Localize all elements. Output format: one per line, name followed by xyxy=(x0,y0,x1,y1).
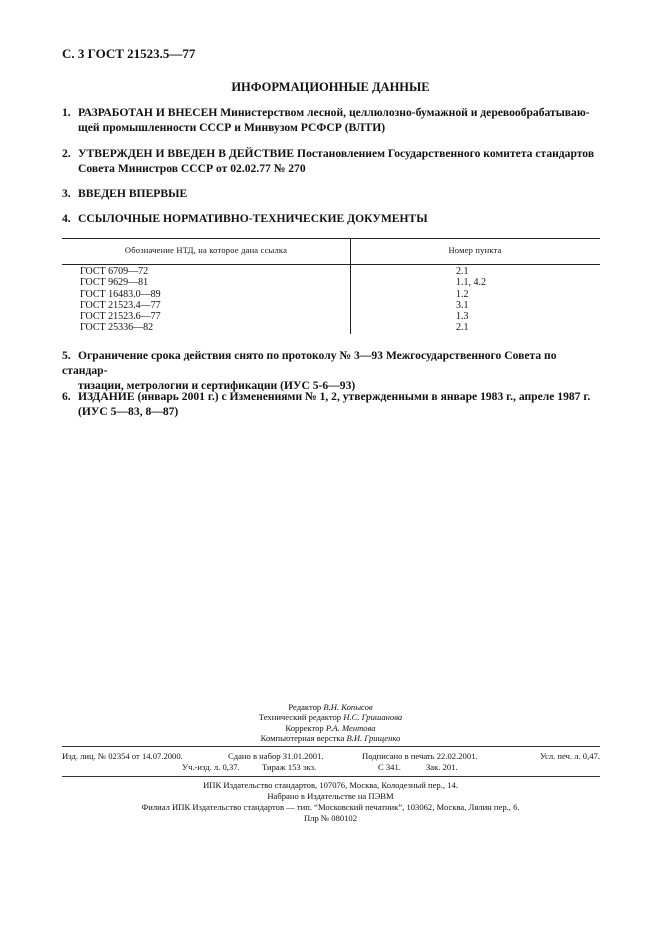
table-cell-clause: 2.1 xyxy=(456,266,469,277)
table-cell-doc: ГОСТ 9629—81 xyxy=(80,277,149,289)
references-table xyxy=(62,238,600,334)
table-cell-doc: ГОСТ 16483.0—89 xyxy=(80,288,161,300)
item-text-line2: (ИУС 5—83, 8—87) xyxy=(78,405,179,418)
table-header-document: Обозначение НТД, на которое дана ссылка xyxy=(124,245,288,255)
table-top-border xyxy=(62,238,600,239)
page-header: С. 3 ГОСТ 21523.5—77 xyxy=(62,46,196,61)
table-cell-doc: ГОСТ 21523.4—77 xyxy=(80,299,161,311)
license-text: Изд. лиц. № 02354 от 14.07.2000. xyxy=(62,751,183,761)
divider-line xyxy=(62,776,600,777)
table-header-clause: Номер пункта xyxy=(448,245,502,255)
item-text-line2: тизации, метрологии и сертификации (ИУС 5-6—93) xyxy=(78,379,356,392)
item-number: 6. xyxy=(62,390,71,403)
item-number: 2. xyxy=(62,147,71,160)
item-text-line1: ВВЕДЕН ВПЕРВЫЕ xyxy=(78,187,188,200)
credit-editor xyxy=(0,702,661,712)
item-text-line1: УТВЕРЖДЕН И ВВЕДЕН В ДЕЙСТВИЕ Постановлением Государственного комитета стандартов xyxy=(78,147,595,160)
table-cell-clause: 1.2 xyxy=(456,288,469,300)
table-column-documents xyxy=(80,266,161,334)
printing-line: Плр № 080102 xyxy=(303,813,358,823)
item-number: 3. xyxy=(62,187,71,200)
item-text-line1: ИЗДАНИЕ (январь 2001 г.) с Изменениями № 1, 2, утвержденными в январе 1983 г., апреле 1987 г. xyxy=(78,390,591,403)
item-text-line1: РАЗРАБОТАН И ВНЕСЕН Министерством лесной, целлюлозно-бумажной и деревообрабатываю- xyxy=(78,106,590,119)
table-cell-clause: 1.3 xyxy=(456,311,469,323)
publishing-info xyxy=(62,751,600,773)
divider-line xyxy=(62,746,600,747)
run-text: Тираж 153 экз. xyxy=(262,762,317,772)
credit-layout xyxy=(0,733,661,743)
credit-label: Технический редактор xyxy=(258,712,342,723)
credit-tech-editor xyxy=(0,712,661,722)
credit-name: Н.С. Гришанова xyxy=(343,712,403,723)
printing-info xyxy=(0,780,661,824)
item-text-line2: щей промышленности СССР и Минвузом РСФСР (ВЛТИ) xyxy=(78,121,386,134)
info-item-6 xyxy=(62,389,602,419)
table-cell-doc: ГОСТ 25336—82 xyxy=(80,322,154,334)
info-item-3 xyxy=(62,186,602,201)
credit-label: Компьютерная верстка xyxy=(260,733,345,744)
item-number: 1. xyxy=(62,106,71,119)
table-cell-clause: 1.1, 4.2 xyxy=(456,277,486,289)
item-number: 4. xyxy=(62,212,71,225)
printing-line: ИПК Издательство стандартов, 107076, Москва, Колодезный пер., 14. xyxy=(203,780,458,790)
credit-label: Редактор xyxy=(288,702,322,712)
section-title: ИНФОРМАЦИОННЫЕ ДАННЫЕ xyxy=(231,80,430,94)
credits-block xyxy=(0,702,661,744)
credit-name: Р.А. Ментова xyxy=(325,722,376,733)
item-text-line1: ССЫЛОЧНЫЕ НОРМАТИВНО-ТЕХНИЧЕСКИЕ ДОКУМЕНТЫ xyxy=(78,212,428,225)
table-cell-doc: ГОСТ 21523.6—77 xyxy=(80,311,161,323)
table-cell-doc: ГОСТ 6709—72 xyxy=(80,266,149,277)
table-column-clauses xyxy=(456,266,486,334)
print-sheets-text: Усл. печ. л. 0,47. xyxy=(539,751,600,761)
table-cell-clause: 2.1 xyxy=(456,322,469,334)
info-item-4 xyxy=(62,211,602,226)
credit-name: В.Н. Копысов xyxy=(323,702,373,712)
item-number: 5. xyxy=(62,349,71,362)
printing-line: Набрано в Издательстве на ПЭВМ xyxy=(267,791,394,801)
credit-label: Корректор xyxy=(285,722,324,733)
info-item-2 xyxy=(62,146,602,176)
submitted-text: Сдано в набор 31.01.2001. xyxy=(228,751,324,761)
order-text: Зак. 201. xyxy=(426,762,458,772)
table-header-divider xyxy=(62,264,600,265)
credit-corrector xyxy=(0,723,661,733)
credit-name: В.И. Грищенко xyxy=(346,733,401,744)
c-text: С 341. xyxy=(378,762,401,772)
info-item-5 xyxy=(62,348,602,393)
info-item-1 xyxy=(62,105,602,135)
printing-line: Филиал ИПК Издательство стандартов — тип. “Московский печатник”, 103062, Москва, Лялин пер., 6. xyxy=(141,802,520,812)
item-text-line1: Ограничение срока действия снято по протоколу № 3—93 Межгосударственного Совета по стандар- xyxy=(62,349,557,377)
item-text-line2: Совета Министров СССР от 02.02.77 № 270 xyxy=(78,162,306,175)
edit-sheets-text: Уч.-изд. л. 0,37. xyxy=(182,762,240,772)
signed-text: Подписано в печать 22.02.2001. xyxy=(362,751,478,761)
table-cell-clause: 3.1 xyxy=(456,299,469,311)
